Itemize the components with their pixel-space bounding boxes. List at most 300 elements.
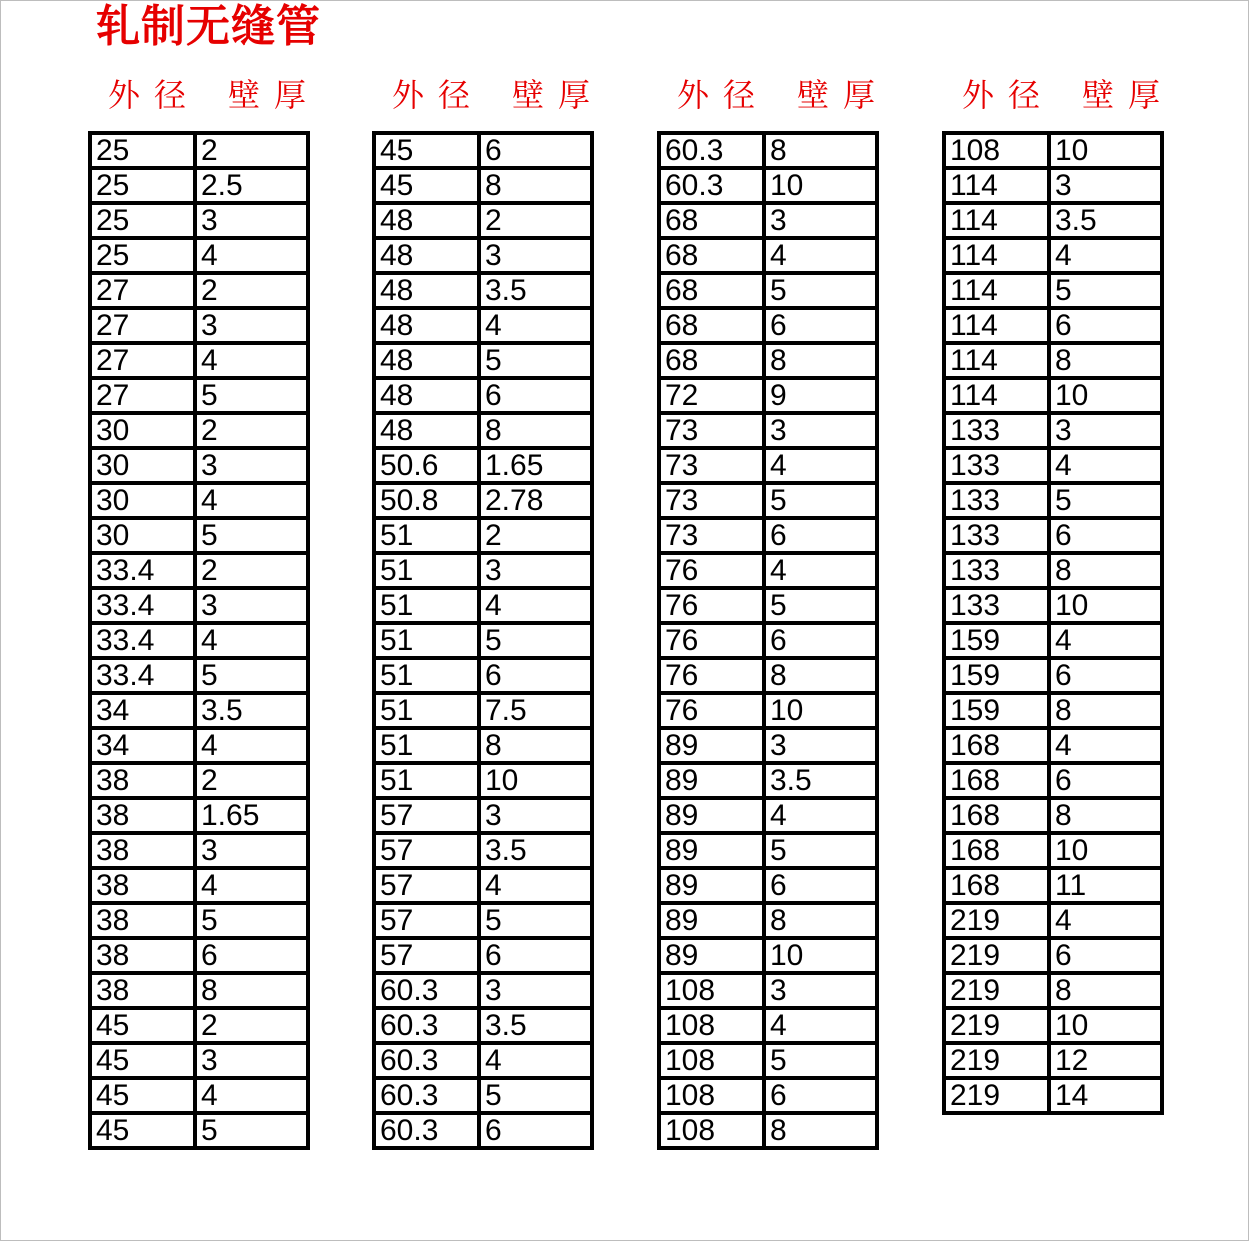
outer-diameter-cell: 108: [659, 1078, 764, 1113]
wall-thickness-cell: 6: [479, 378, 592, 413]
outer-diameter-cell: 25: [90, 203, 195, 238]
wall-thickness-cell: 11: [1049, 868, 1162, 903]
table-row: [944, 203, 1162, 238]
outer-diameter-cell: 51: [374, 553, 479, 588]
table-row: [90, 343, 308, 378]
wall-thickness-cell: 2: [195, 413, 308, 448]
table-row: [944, 763, 1162, 798]
outer-diameter-cell: 76: [659, 588, 764, 623]
table-row: [90, 378, 308, 413]
outer-diameter-cell: 48: [374, 413, 479, 448]
wall-thickness-cell: 5: [764, 588, 877, 623]
column-header: [677, 74, 889, 116]
wall-thickness-cell: 3.5: [764, 763, 877, 798]
outer-diameter-cell: 159: [944, 623, 1049, 658]
wall-thickness-cell: 5: [764, 273, 877, 308]
outer-diameter-cell: 168: [944, 868, 1049, 903]
table-row: [90, 588, 308, 623]
table-row: [944, 553, 1162, 588]
wall-thickness-cell: 5: [764, 1043, 877, 1078]
wall-thickness-cell: 4: [764, 238, 877, 273]
outer-diameter-cell: 34: [90, 728, 195, 763]
outer-diameter-cell: 89: [659, 938, 764, 973]
outer-diameter-cell: 168: [944, 833, 1049, 868]
outer-diameter-cell: 60.3: [659, 168, 764, 203]
wall-thickness-cell: 9: [764, 378, 877, 413]
outer-diameter-cell: 114: [944, 273, 1049, 308]
wall-thickness-cell: 10: [1049, 588, 1162, 623]
outer-diameter-cell: 68: [659, 273, 764, 308]
outer-diameter-cell: 27: [90, 343, 195, 378]
wall-thickness-cell: 4: [479, 868, 592, 903]
table-row: [374, 1008, 592, 1043]
spec-table-3: [657, 131, 879, 1150]
table-row: [659, 938, 877, 973]
wall-thickness-cell: 10: [1049, 1008, 1162, 1043]
wall-thickness-cell: 1.65: [195, 798, 308, 833]
table-row: [90, 868, 308, 903]
outer-diameter-cell: 108: [659, 1008, 764, 1043]
outer-diameter-cell: 51: [374, 588, 479, 623]
wall-thickness-cell: 5: [764, 483, 877, 518]
outer-diameter-cell: 57: [374, 868, 479, 903]
wall-thickness-cell: 8: [479, 168, 592, 203]
table-row: [659, 1043, 877, 1078]
wall-thickness-cell: 3.5: [479, 1008, 592, 1043]
table-row: [374, 1043, 592, 1078]
wall-thickness-cell: 5: [479, 623, 592, 658]
wall-thickness-cell: 6: [764, 623, 877, 658]
wall-thickness-cell: 5: [1049, 483, 1162, 518]
wall-thickness-cell: 8: [479, 413, 592, 448]
outer-diameter-cell: 73: [659, 518, 764, 553]
outer-diameter-cell: 57: [374, 938, 479, 973]
wall-thickness-cell: 6: [1049, 763, 1162, 798]
outer-diameter-cell: 114: [944, 378, 1049, 413]
outer-diameter-cell: 50.8: [374, 483, 479, 518]
outer-diameter-cell: 89: [659, 903, 764, 938]
wall-thickness-cell: 10: [764, 168, 877, 203]
wall-thickness-cell: 4: [1049, 623, 1162, 658]
outer-diameter-cell: 133: [944, 553, 1049, 588]
outer-diameter-cell: 30: [90, 448, 195, 483]
outer-diameter-cell: 73: [659, 448, 764, 483]
wall-thickness-cell: 2: [479, 203, 592, 238]
outer-diameter-cell: 133: [944, 518, 1049, 553]
column-header: [108, 74, 320, 116]
wall-thickness-cell: 6: [1049, 938, 1162, 973]
wall-thickness-cell: 8: [764, 658, 877, 693]
table-row: [374, 938, 592, 973]
table-row: [90, 833, 308, 868]
header-wall-thickness: 壁厚: [797, 76, 890, 114]
table-row: [944, 483, 1162, 518]
wall-thickness-cell: 6: [1049, 308, 1162, 343]
table-row: [90, 518, 308, 553]
wall-thickness-cell: 10: [1049, 833, 1162, 868]
wall-thickness-cell: 5: [1049, 273, 1162, 308]
table-row: [90, 1078, 308, 1113]
table-row: [90, 483, 308, 518]
outer-diameter-cell: 38: [90, 903, 195, 938]
table-row: [659, 308, 877, 343]
table-row: [659, 1113, 877, 1148]
outer-diameter-cell: 38: [90, 763, 195, 798]
outer-diameter-cell: 76: [659, 658, 764, 693]
table-row: [659, 133, 877, 168]
wall-thickness-cell: 2: [479, 518, 592, 553]
table-row: [90, 133, 308, 168]
wall-thickness-cell: 4: [195, 238, 308, 273]
wall-thickness-cell: 8: [479, 728, 592, 763]
wall-thickness-cell: 4: [195, 868, 308, 903]
table-row: [659, 553, 877, 588]
table-row: [374, 728, 592, 763]
outer-diameter-cell: 76: [659, 623, 764, 658]
wall-thickness-cell: 5: [479, 343, 592, 378]
header-outer-diameter: 外径: [392, 76, 485, 114]
table-row: [659, 168, 877, 203]
wall-thickness-cell: 2: [195, 763, 308, 798]
wall-thickness-cell: 3: [764, 728, 877, 763]
outer-diameter-cell: 25: [90, 238, 195, 273]
table-row: [374, 868, 592, 903]
outer-diameter-cell: 51: [374, 518, 479, 553]
wall-thickness-cell: 2.78: [479, 483, 592, 518]
outer-diameter-cell: 27: [90, 378, 195, 413]
table-row: [944, 728, 1162, 763]
table-row: [90, 763, 308, 798]
table-row: [944, 938, 1162, 973]
column-header: [962, 74, 1174, 116]
wall-thickness-cell: 5: [479, 1078, 592, 1113]
outer-diameter-cell: 48: [374, 238, 479, 273]
wall-thickness-cell: 6: [479, 1113, 592, 1148]
table-row: [659, 763, 877, 798]
wall-thickness-cell: 8: [764, 903, 877, 938]
table-row: [90, 728, 308, 763]
outer-diameter-cell: 168: [944, 728, 1049, 763]
wall-thickness-cell: 6: [764, 518, 877, 553]
table-row: [374, 378, 592, 413]
outer-diameter-cell: 45: [90, 1043, 195, 1078]
table-row: [659, 588, 877, 623]
wall-thickness-cell: 5: [195, 903, 308, 938]
outer-diameter-cell: 60.3: [374, 1008, 479, 1043]
wall-thickness-cell: 3: [195, 588, 308, 623]
wall-thickness-cell: 2: [195, 1008, 308, 1043]
table-row: [374, 273, 592, 308]
table-row: [374, 553, 592, 588]
table-row: [944, 308, 1162, 343]
wall-thickness-cell: 3: [479, 238, 592, 273]
outer-diameter-cell: 51: [374, 658, 479, 693]
outer-diameter-cell: 60.3: [374, 1078, 479, 1113]
outer-diameter-cell: 25: [90, 168, 195, 203]
table-row: [944, 518, 1162, 553]
wall-thickness-cell: 3.5: [479, 273, 592, 308]
wall-thickness-cell: 3: [479, 973, 592, 1008]
outer-diameter-cell: 45: [90, 1078, 195, 1113]
wall-thickness-cell: 2: [195, 553, 308, 588]
table-row: [659, 238, 877, 273]
outer-diameter-cell: 89: [659, 763, 764, 798]
outer-diameter-cell: 219: [944, 1043, 1049, 1078]
outer-diameter-cell: 89: [659, 728, 764, 763]
table-row: [944, 903, 1162, 938]
wall-thickness-cell: 6: [479, 658, 592, 693]
wall-thickness-cell: 4: [1049, 728, 1162, 763]
table-row: [374, 588, 592, 623]
table-row: [944, 588, 1162, 623]
table-row: [944, 623, 1162, 658]
table-row: [374, 413, 592, 448]
table-row: [659, 658, 877, 693]
outer-diameter-cell: 50.6: [374, 448, 479, 483]
outer-diameter-cell: 33.4: [90, 658, 195, 693]
wall-thickness-cell: 10: [1049, 133, 1162, 168]
outer-diameter-cell: 27: [90, 273, 195, 308]
table-row: [944, 693, 1162, 728]
wall-thickness-cell: 4: [195, 728, 308, 763]
wall-thickness-cell: 4: [195, 483, 308, 518]
table-row: [659, 1008, 877, 1043]
outer-diameter-cell: 38: [90, 798, 195, 833]
outer-diameter-cell: 45: [90, 1008, 195, 1043]
wall-thickness-cell: 2: [195, 273, 308, 308]
wall-thickness-cell: 3: [764, 203, 877, 238]
header-outer-diameter: 外径: [677, 76, 770, 114]
header-outer-diameter: 外径: [962, 76, 1055, 114]
table-row: [944, 448, 1162, 483]
outer-diameter-cell: 57: [374, 903, 479, 938]
wall-thickness-cell: 4: [1049, 903, 1162, 938]
table-row: [374, 903, 592, 938]
wall-thickness-cell: 10: [764, 938, 877, 973]
wall-thickness-cell: 3: [1049, 168, 1162, 203]
outer-diameter-cell: 76: [659, 553, 764, 588]
outer-diameter-cell: 33.4: [90, 623, 195, 658]
table-row: [374, 343, 592, 378]
table-row: [374, 973, 592, 1008]
outer-diameter-cell: 72: [659, 378, 764, 413]
wall-thickness-cell: 6: [764, 868, 877, 903]
table-row: [90, 658, 308, 693]
header-outer-diameter: 外径: [108, 76, 201, 114]
outer-diameter-cell: 57: [374, 833, 479, 868]
table-row: [90, 238, 308, 273]
outer-diameter-cell: 48: [374, 343, 479, 378]
wall-thickness-cell: 14: [1049, 1078, 1162, 1113]
wall-thickness-cell: 3: [764, 413, 877, 448]
outer-diameter-cell: 48: [374, 308, 479, 343]
outer-diameter-cell: 114: [944, 168, 1049, 203]
wall-thickness-cell: 3.5: [1049, 203, 1162, 238]
outer-diameter-cell: 89: [659, 868, 764, 903]
wall-thickness-cell: 4: [479, 308, 592, 343]
wall-thickness-cell: 5: [764, 833, 877, 868]
wall-thickness-cell: 3: [195, 203, 308, 238]
outer-diameter-cell: 108: [944, 133, 1049, 168]
table-row: [659, 728, 877, 763]
table-row: [659, 623, 877, 658]
table-row: [374, 308, 592, 343]
wall-thickness-cell: 3.5: [479, 833, 592, 868]
table-row: [944, 343, 1162, 378]
table-row: [659, 203, 877, 238]
table-row: [374, 833, 592, 868]
table-row: [659, 448, 877, 483]
outer-diameter-cell: 33.4: [90, 588, 195, 623]
table-row: [374, 693, 592, 728]
table-row: [90, 938, 308, 973]
table-row: [659, 833, 877, 868]
outer-diameter-cell: 38: [90, 938, 195, 973]
table-row: [374, 448, 592, 483]
wall-thickness-cell: 4: [479, 588, 592, 623]
outer-diameter-cell: 48: [374, 203, 479, 238]
outer-diameter-cell: 108: [659, 1113, 764, 1148]
table-row: [659, 798, 877, 833]
wall-thickness-cell: 3: [195, 448, 308, 483]
wall-thickness-cell: 5: [195, 518, 308, 553]
wall-thickness-cell: 6: [1049, 658, 1162, 693]
outer-diameter-cell: 68: [659, 238, 764, 273]
wall-thickness-cell: 5: [195, 658, 308, 693]
wall-thickness-cell: 5: [195, 1113, 308, 1148]
outer-diameter-cell: 51: [374, 763, 479, 798]
outer-diameter-cell: 38: [90, 973, 195, 1008]
outer-diameter-cell: 219: [944, 973, 1049, 1008]
outer-diameter-cell: 30: [90, 483, 195, 518]
outer-diameter-cell: 219: [944, 938, 1049, 973]
outer-diameter-cell: 133: [944, 588, 1049, 623]
outer-diameter-cell: 73: [659, 413, 764, 448]
table-row: [374, 483, 592, 518]
outer-diameter-cell: 60.3: [374, 973, 479, 1008]
table-row: [659, 868, 877, 903]
outer-diameter-cell: 45: [90, 1113, 195, 1148]
wall-thickness-cell: 10: [479, 763, 592, 798]
table-row: [90, 693, 308, 728]
wall-thickness-cell: 6: [479, 133, 592, 168]
wall-thickness-cell: 8: [1049, 973, 1162, 1008]
table-row: [90, 623, 308, 658]
outer-diameter-cell: 60.3: [374, 1043, 479, 1078]
table-row: [90, 273, 308, 308]
table-row: [90, 903, 308, 938]
spec-table-2: [372, 131, 594, 1150]
outer-diameter-cell: 114: [944, 343, 1049, 378]
wall-thickness-cell: 3: [1049, 413, 1162, 448]
table-row: [944, 1008, 1162, 1043]
table-row: [944, 378, 1162, 413]
outer-diameter-cell: 159: [944, 693, 1049, 728]
wall-thickness-cell: 5: [479, 903, 592, 938]
table-row: [659, 273, 877, 308]
table-row: [90, 553, 308, 588]
outer-diameter-cell: 89: [659, 833, 764, 868]
outer-diameter-cell: 133: [944, 413, 1049, 448]
wall-thickness-cell: 6: [479, 938, 592, 973]
wall-thickness-cell: 2.5: [195, 168, 308, 203]
outer-diameter-cell: 51: [374, 693, 479, 728]
outer-diameter-cell: 33.4: [90, 553, 195, 588]
outer-diameter-cell: 60.3: [659, 133, 764, 168]
outer-diameter-cell: 60.3: [374, 1113, 479, 1148]
table-row: [944, 833, 1162, 868]
outer-diameter-cell: 114: [944, 308, 1049, 343]
table-row: [659, 973, 877, 1008]
table-row: [374, 798, 592, 833]
wall-thickness-cell: 8: [1049, 693, 1162, 728]
table-row: [90, 168, 308, 203]
wall-thickness-cell: 4: [195, 1078, 308, 1113]
table-row: [374, 763, 592, 798]
table-row: [944, 658, 1162, 693]
table-row: [944, 1043, 1162, 1078]
table-row: [659, 483, 877, 518]
wall-thickness-cell: 8: [1049, 798, 1162, 833]
wall-thickness-cell: 7.5: [479, 693, 592, 728]
wall-thickness-cell: 2: [195, 133, 308, 168]
table-row: [90, 203, 308, 238]
table-row: [374, 1113, 592, 1148]
outer-diameter-cell: 108: [659, 1043, 764, 1078]
table-row: [90, 413, 308, 448]
outer-diameter-cell: 45: [374, 168, 479, 203]
outer-diameter-cell: 38: [90, 833, 195, 868]
outer-diameter-cell: 108: [659, 973, 764, 1008]
outer-diameter-cell: 38: [90, 868, 195, 903]
outer-diameter-cell: 30: [90, 518, 195, 553]
table-row: [374, 1078, 592, 1113]
outer-diameter-cell: 133: [944, 483, 1049, 518]
table-row: [659, 903, 877, 938]
table-row: [944, 168, 1162, 203]
wall-thickness-cell: 4: [195, 343, 308, 378]
outer-diameter-cell: 89: [659, 798, 764, 833]
table-row: [659, 693, 877, 728]
outer-diameter-cell: 51: [374, 623, 479, 658]
page-title: 轧制无缝管: [96, 1, 321, 52]
header-wall-thickness: 壁厚: [228, 76, 321, 114]
wall-thickness-cell: 8: [764, 1113, 877, 1148]
table-row: [944, 133, 1162, 168]
table-row: [659, 413, 877, 448]
table-row: [374, 203, 592, 238]
wall-thickness-cell: 3.5: [195, 693, 308, 728]
wall-thickness-cell: 8: [764, 343, 877, 378]
table-row: [944, 238, 1162, 273]
wall-thickness-cell: 6: [764, 1078, 877, 1113]
table-row: [944, 1078, 1162, 1113]
wall-thickness-cell: 5: [195, 378, 308, 413]
wall-thickness-cell: 4: [764, 448, 877, 483]
wall-thickness-cell: 8: [764, 133, 877, 168]
table-row: [90, 308, 308, 343]
table-row: [90, 973, 308, 1008]
wall-thickness-cell: 3: [195, 308, 308, 343]
column-header: [392, 74, 604, 116]
spec-table-4: [942, 131, 1164, 1115]
table-row: [659, 343, 877, 378]
wall-thickness-cell: 6: [1049, 518, 1162, 553]
wall-thickness-cell: 3: [479, 798, 592, 833]
outer-diameter-cell: 219: [944, 1078, 1049, 1113]
wall-thickness-cell: 4: [1049, 448, 1162, 483]
table-row: [659, 1078, 877, 1113]
